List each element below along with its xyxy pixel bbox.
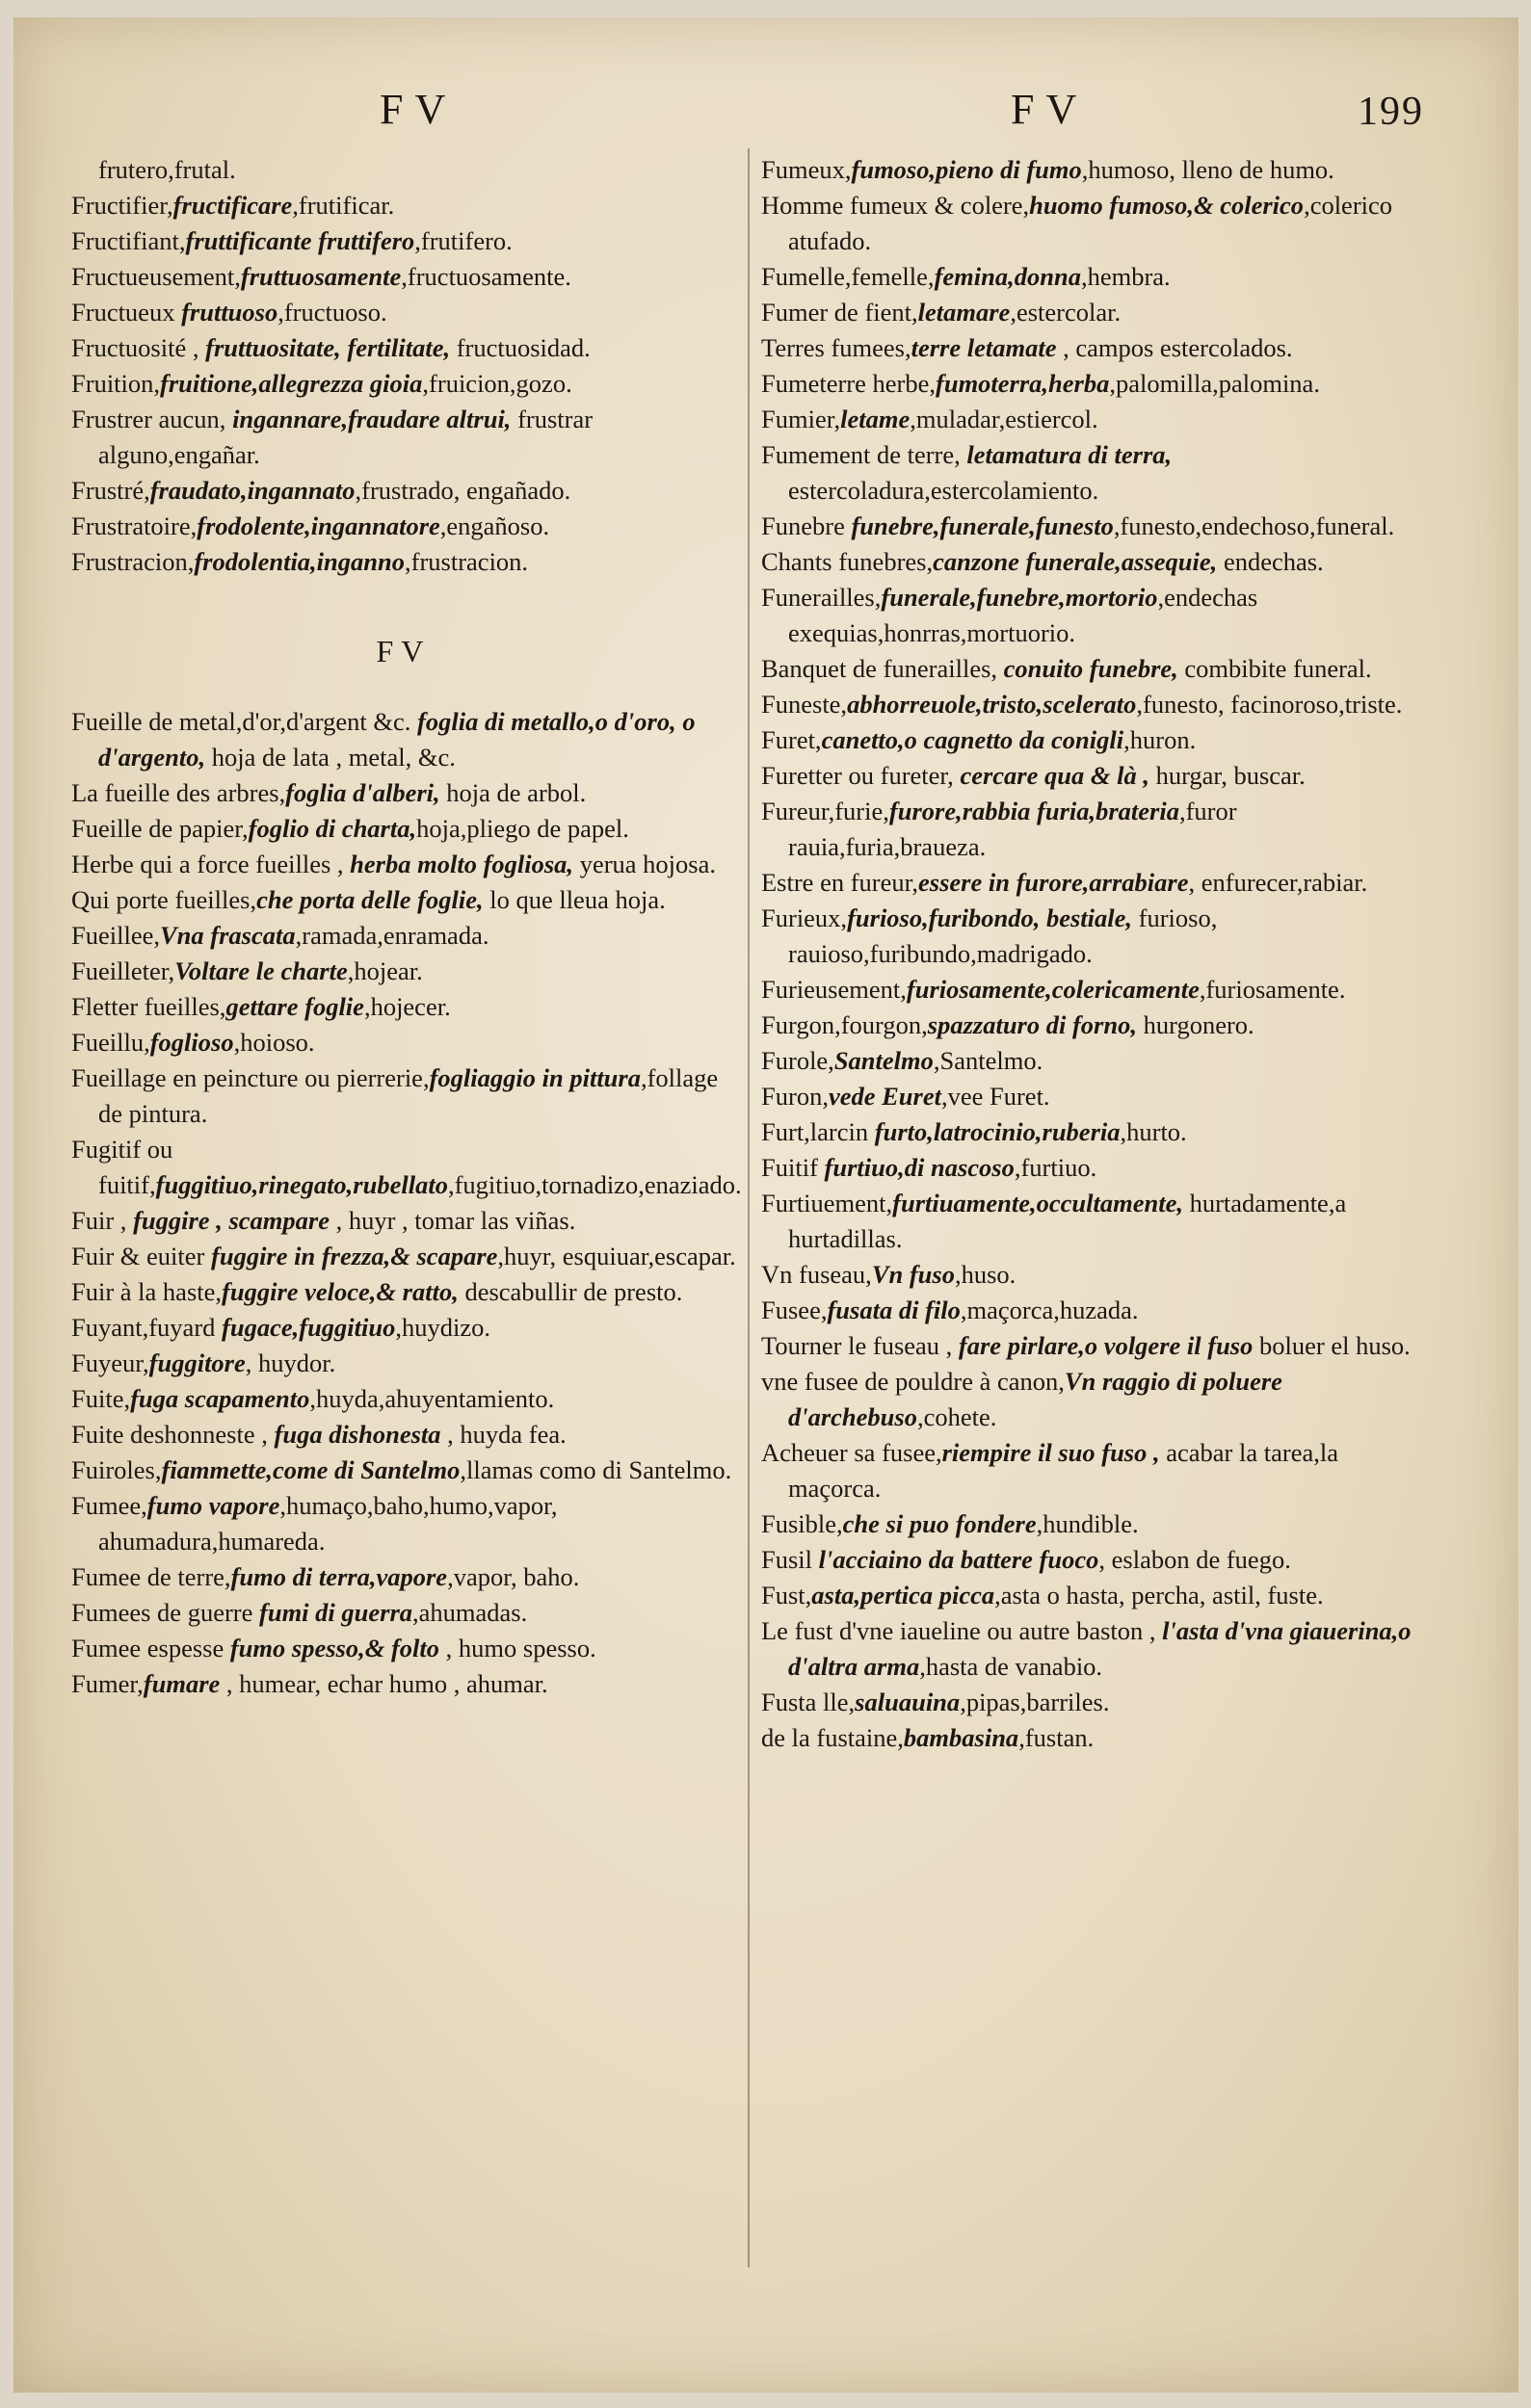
entry-spanish: lo que lleua hoja. — [483, 885, 666, 914]
entry-italian: funebre,funerale,funesto — [851, 511, 1114, 540]
entry-italian: fumoso,pieno di fumo — [851, 155, 1082, 184]
entry-spanish: ,cohete. — [917, 1402, 997, 1431]
entry-headword: Fumier, — [761, 405, 841, 433]
dictionary-entry — [71, 1310, 736, 1346]
continued-entry: frutero,frutal. — [98, 155, 236, 184]
entry-spanish: ,huyr, esquiuar,escapar. — [497, 1242, 736, 1270]
entry-spanish: hurtadamente,a hurtadillas. — [788, 1189, 1347, 1253]
entry-headword: de la fustaine, — [761, 1723, 904, 1752]
entry-headword: Furetter ou fureter, — [761, 761, 961, 790]
entry-spanish: ,hembra. — [1080, 262, 1171, 291]
entry-headword: Funeste, — [761, 690, 848, 719]
dictionary-entry — [71, 1381, 736, 1417]
entry-headword: Fructuosité , — [71, 333, 206, 362]
entry-italian: ingannare,fraudare altrui, — [232, 405, 512, 433]
entry-headword: Herbe qui a force fueilles , — [71, 850, 351, 878]
entry-italian: fruttuoso — [181, 298, 278, 327]
entry-italian: essere in furore,arrabiare — [918, 868, 1189, 897]
dictionary-entry — [71, 223, 736, 259]
dictionary-entry — [71, 1631, 736, 1666]
dictionary-entry — [71, 295, 736, 330]
entry-headword: Vn fuseau, — [761, 1260, 872, 1289]
entry-spanish: ,muladar,estiercol. — [910, 405, 1098, 433]
entry-italian: fruttuositate, fertilitate, — [205, 333, 451, 362]
dictionary-entry — [71, 366, 736, 402]
entry-headword: La fueille des arbres, — [71, 778, 286, 807]
entry-italian: Vn fuso — [871, 1260, 955, 1289]
entry-spanish: fructuosidad. — [450, 333, 591, 362]
entry-headword: Fusil — [761, 1545, 819, 1574]
entry-headword: Fructifiant, — [71, 226, 186, 255]
entry-spanish: descabullir de presto. — [458, 1277, 683, 1306]
entry-italian: foglioso — [149, 1028, 234, 1057]
dictionary-entry — [761, 402, 1426, 437]
entry-italian: letamare — [917, 298, 1011, 327]
dictionary-entry — [71, 1666, 736, 1702]
entry-headword: Fuiroles, — [71, 1455, 162, 1484]
entry-headword: Furole, — [761, 1046, 834, 1075]
entry-headword: vne fusee de pouldre à canon, — [761, 1367, 1065, 1396]
entry-italian: Voltare le charte — [174, 956, 348, 985]
entry-headword: Furieusement, — [761, 975, 907, 1004]
dictionary-entry — [761, 1150, 1426, 1186]
entry-italian: l'acciaino da battere fuoco — [818, 1545, 1099, 1574]
entry-italian: fusata di filo — [827, 1296, 961, 1324]
dictionary-entry — [761, 1364, 1426, 1435]
entry-headword: Fueillage en peincture ou pierrerie, — [71, 1063, 430, 1092]
entry-headword: Acheuer sa fusee, — [761, 1438, 942, 1467]
column-divider — [748, 148, 750, 2267]
entry-italian: conuito funebre, — [1003, 654, 1178, 683]
entry-headword: Fructifier, — [71, 191, 173, 220]
dictionary-entry — [761, 1043, 1426, 1079]
entry-spanish: ,hasta de vanabio. — [919, 1652, 1103, 1681]
dictionary-entry — [71, 402, 736, 473]
entry-spanish: ,fructuosamente. — [401, 262, 571, 291]
dictionary-entry — [71, 989, 736, 1025]
dictionary-entry — [761, 330, 1426, 366]
entry-headword: Frustracion, — [71, 547, 195, 576]
entry-headword: Fuyeur, — [71, 1348, 149, 1377]
dictionary-entry — [761, 1008, 1426, 1043]
entry-italian: fumare — [143, 1669, 221, 1698]
dictionary-entry — [71, 1060, 736, 1132]
entry-headword: Chants funebres, — [761, 547, 934, 576]
entry-italian: fare pirlare,o volgere il fuso — [958, 1331, 1254, 1360]
dictionary-entry — [761, 295, 1426, 330]
entry-headword: Fuir à la haste, — [71, 1277, 223, 1306]
entry-headword: Le fust d'vne iaueline ou autre baston , — [761, 1616, 1163, 1645]
entry-headword: Fueilleter, — [71, 956, 175, 985]
entry-spanish: ,frutifero. — [414, 226, 513, 255]
entry-italian: femina,donna — [934, 262, 1081, 291]
entry-spanish: frustrar alguno,engañar. — [98, 405, 594, 469]
dictionary-entry — [71, 1488, 736, 1559]
entry-italian: fruitione,allegrezza gioia — [160, 369, 423, 398]
entry-headword: Fusee, — [761, 1296, 828, 1324]
entry-italian: foglio di charta, — [248, 814, 417, 843]
dictionary-entry — [71, 1203, 736, 1239]
dictionary-entry — [71, 1453, 736, 1488]
book-page — [13, 17, 1518, 2393]
entry-spanish: ,llamas como di Santelmo. — [460, 1455, 732, 1484]
dictionary-entry — [71, 811, 736, 847]
dictionary-entry — [761, 544, 1426, 580]
entry-italian: fuggitiuo,rinegato,rubellato — [155, 1170, 448, 1199]
entry-italian: fumoterra,herba — [936, 369, 1110, 398]
dictionary-entry — [761, 509, 1426, 544]
entry-italian: asta,pertica picca — [811, 1581, 995, 1610]
entry-italian: Vn raggio di poluere d'archebuso — [788, 1367, 1282, 1431]
dictionary-entry — [761, 1720, 1426, 1756]
entry-italian: fumi di guerra — [259, 1598, 413, 1627]
entry-list-right — [761, 152, 1426, 1756]
entry-spanish: , eslabon de fuego. — [1098, 1545, 1291, 1574]
entry-spanish: ,engañoso. — [439, 511, 550, 540]
dictionary-entry — [71, 1239, 736, 1274]
entry-spanish: endechas. — [1217, 547, 1324, 576]
entry-spanish: ,hojecer. — [363, 992, 451, 1021]
entry-headword: Fumeterre herbe, — [761, 369, 936, 398]
entry-headword: Fumer, — [71, 1669, 144, 1698]
entry-headword: Furon, — [761, 1082, 829, 1111]
entry-italian: saluauina — [855, 1688, 961, 1716]
dictionary-entry — [761, 1542, 1426, 1578]
section-heading: FV — [376, 634, 432, 668]
entry-spanish: ,fugitiuo,tornadizo,enaziado. — [447, 1170, 742, 1199]
entry-headword: Homme fumeux & colere, — [761, 191, 1030, 220]
entry-spanish: , huydor. — [245, 1348, 336, 1377]
entry-spanish: ,follage de pintura. — [98, 1063, 719, 1128]
entry-headword: Furieux, — [761, 903, 848, 932]
dictionary-entry — [761, 1613, 1426, 1685]
entry-spanish: ,maçorca,huzada. — [960, 1296, 1139, 1324]
entry-headword: Fletter fueilles, — [71, 992, 226, 1021]
dictionary-entry — [71, 1559, 736, 1595]
entry-spanish: boluer el huso. — [1253, 1331, 1411, 1360]
entry-italian: fuga dishonesta — [274, 1420, 441, 1449]
dictionary-entry — [71, 544, 736, 580]
entry-headword: Furt,larcin — [761, 1117, 875, 1146]
entry-headword: Fuite deshonneste , — [71, 1420, 275, 1449]
entry-list-b — [71, 704, 742, 1702]
entry-spanish: hoja de lata , metal, &c. — [205, 743, 456, 772]
entry-headword: Fuir , — [71, 1206, 134, 1235]
dictionary-entry — [71, 918, 736, 954]
entry-spanish: , campos estercolados. — [1056, 333, 1293, 362]
entry-headword: Fumee de terre, — [71, 1562, 231, 1591]
entry-headword: Fumement de terre, — [761, 440, 967, 469]
entry-spanish: ,hojear. — [347, 956, 423, 985]
dictionary-entry — [761, 580, 1426, 651]
entry-headword: Fruition, — [71, 369, 161, 398]
entry-spanish: ,funesto, facinoroso,triste. — [1136, 690, 1403, 719]
entry-spanish: ,huso. — [954, 1260, 1016, 1289]
entry-italian: furto,latrocinio,ruberia — [874, 1117, 1121, 1146]
entry-spanish: ,pipas,barriles. — [960, 1688, 1110, 1716]
entry-italian: furioso,furibondo, bestiale, — [847, 903, 1133, 932]
entry-spanish: ,frutificar. — [292, 191, 395, 220]
dictionary-entry — [71, 1346, 736, 1381]
entry-headword: Funebre — [761, 511, 852, 540]
entry-headword: Furtiuement, — [761, 1189, 893, 1217]
dictionary-entry — [71, 882, 736, 918]
entry-spanish: ,hoioso. — [233, 1028, 315, 1057]
dictionary-entry — [761, 1186, 1426, 1257]
entry-spanish: acabar la tarea,la maçorca. — [788, 1438, 1338, 1503]
entry-spanish: ,humoso, lleno de humo. — [1081, 155, 1334, 184]
entry-headword: Fueille de metal,d'or,d'argent &c. — [71, 707, 418, 736]
entry-spanish: hoja,pliego de papel. — [416, 814, 629, 843]
entry-headword: Estre en fureur, — [761, 868, 919, 897]
entry-italian: fructificare — [172, 191, 293, 220]
entry-italian: canzone funerale,assequie, — [933, 547, 1218, 576]
entry-spanish: , humo spesso. — [439, 1634, 596, 1662]
entry-headword: Fusible, — [761, 1509, 843, 1538]
entry-headword: Banquet de funerailles, — [761, 654, 1004, 683]
dictionary-entry — [71, 330, 736, 366]
entry-headword: Frustrer aucun, — [71, 405, 233, 433]
entry-spanish: ,furiosamente. — [1199, 975, 1346, 1004]
dictionary-entry — [761, 152, 1426, 188]
entry-headword: Fueillee, — [71, 921, 160, 950]
entry-headword: Fureur,furie, — [761, 797, 889, 825]
dictionary-entry — [71, 847, 736, 882]
dictionary-entry — [761, 1328, 1426, 1364]
entry-italian: foglia di metallo,o d'oro, o d'argento, — [98, 707, 696, 772]
entry-italian: fuga scapamento — [130, 1384, 310, 1413]
dictionary-entry — [71, 1274, 736, 1310]
entry-italian: Vna frascata — [160, 921, 296, 950]
entry-italian: fiammette,come di Santelmo — [161, 1455, 461, 1484]
entry-spanish: ,colerico atufado. — [788, 191, 1393, 255]
entry-italian: gettare foglie — [225, 992, 364, 1021]
dictionary-entry — [761, 1079, 1426, 1114]
entry-headword: Fructueusement, — [71, 262, 241, 291]
entry-spanish: ,furtiuo. — [1014, 1153, 1097, 1182]
dictionary-entry — [71, 509, 736, 544]
entry-headword: Fumees de guerre — [71, 1598, 259, 1627]
entry-spanish: ,fustan. — [1018, 1723, 1095, 1752]
dictionary-entry — [761, 366, 1426, 402]
dictionary-entry — [761, 1257, 1426, 1293]
entry-italian: furtiuo,di nascoso — [824, 1153, 1015, 1182]
entry-spanish: ,fruicion,gozo. — [422, 369, 572, 398]
entry-spanish: furioso, rauioso,furibundo,madrigado. — [788, 903, 1218, 968]
entry-spanish: ,ahumadas. — [412, 1598, 528, 1627]
entry-headword: Terres fumees, — [761, 333, 911, 362]
entry-headword: Fumee, — [71, 1491, 147, 1520]
dictionary-entry — [71, 1025, 736, 1060]
dictionary-entry — [761, 188, 1426, 259]
entry-spanish: ,furor rauia,furia,braueza. — [788, 797, 1237, 861]
entry-spanish: , huyda fea. — [440, 1420, 567, 1449]
entry-spanish: ,humaço,baho,humo,vapor, ahumadura,humareda. — [98, 1491, 558, 1556]
entry-spanish: ,vapor, baho. — [447, 1562, 580, 1591]
entry-headword: Qui porte fueilles, — [71, 885, 257, 914]
entry-italian: herba molto fogliosa, — [350, 850, 574, 878]
entry-spanish: ,hundible. — [1036, 1509, 1139, 1538]
dictionary-entry — [71, 954, 736, 989]
entry-spanish: ,endechas exequias,honrras,mortuorio. — [788, 583, 1258, 647]
dictionary-entry — [761, 794, 1426, 865]
dictionary-entry — [761, 722, 1426, 758]
entry-headword: Funerailles, — [761, 583, 882, 612]
entry-headword: Fugitif ou fuitif, — [71, 1135, 173, 1199]
entry-spanish: estercoladura,estercolamiento. — [788, 476, 1099, 505]
entry-italian: fuggire in frezza,& scapare — [211, 1242, 498, 1270]
entry-italian: fuggire , scampare — [133, 1206, 330, 1235]
entry-headword: Fuir & euiter — [71, 1242, 211, 1270]
entry-spanish: ,frustracion. — [405, 547, 529, 576]
entry-headword: Fumelle,femelle, — [761, 262, 935, 291]
entry-italian: letamatura di terra, — [966, 440, 1173, 469]
entry-headword: Fuitif — [761, 1153, 825, 1182]
dictionary-entry — [761, 1435, 1426, 1506]
entry-italian: Santelmo — [833, 1046, 934, 1075]
dictionary-entry — [761, 865, 1426, 901]
entry-italian: furiosamente,colericamente — [906, 975, 1200, 1004]
dictionary-entry — [71, 775, 736, 811]
entry-italian: fogliaggio in pittura — [429, 1063, 641, 1092]
entry-italian: bambasina — [903, 1723, 1019, 1752]
entry-italian: furtiuamente,occultamente, — [892, 1189, 1183, 1217]
entry-headword: Fusta lle, — [761, 1688, 856, 1716]
entry-italian: fugace,fuggitiuo — [222, 1313, 396, 1342]
entry-spanish: ,Santelmo. — [933, 1046, 1043, 1075]
dictionary-entry — [71, 1132, 742, 1203]
entry-italian: fuggitore — [148, 1348, 246, 1377]
running-head-right: FV — [1011, 86, 1089, 133]
entry-headword: Frustré, — [71, 476, 150, 505]
dictionary-entry — [761, 1685, 1426, 1720]
entry-italian: frodolentia,inganno — [194, 547, 406, 576]
entry-italian: che si puo fondere — [842, 1509, 1037, 1538]
entry-headword: Fumer de fient, — [761, 298, 918, 327]
entry-spanish: ,estercolar. — [1010, 298, 1122, 327]
entry-headword: Fueillu, — [71, 1028, 150, 1057]
left-column — [71, 152, 742, 1702]
entry-italian: fruttificante fruttifero — [185, 226, 415, 255]
dictionary-entry — [761, 1506, 1426, 1542]
entry-headword: Tourner le fuseau , — [761, 1331, 959, 1360]
entry-spanish: , huyr , tomar las viñas. — [329, 1206, 576, 1235]
page-number: 199 — [1358, 90, 1424, 134]
entry-italian: terre letamate — [911, 333, 1057, 362]
dictionary-entry — [761, 437, 1426, 509]
entry-list-a — [71, 188, 736, 580]
dictionary-entry — [71, 704, 736, 775]
entry-spanish: hoja de arbol. — [439, 778, 587, 807]
entry-italian: huomo fumoso,& colerico — [1029, 191, 1305, 220]
entry-italian: fuggire veloce,& ratto, — [222, 1277, 459, 1306]
dictionary-entry — [71, 188, 736, 223]
entry-spanish: , enfurecer,rabiar. — [1188, 868, 1368, 897]
entry-spanish: , humear, echar humo , ahumar. — [220, 1669, 548, 1698]
entry-italian: che porta delle foglie, — [256, 885, 484, 914]
entry-headword: Frustratoire, — [71, 511, 198, 540]
dictionary-entry — [761, 1578, 1426, 1613]
entry-italian: vede Euret — [828, 1082, 941, 1111]
entry-italian: spazzaturo di forno, — [927, 1010, 1137, 1039]
entry-italian: abhorreuole,tristo,scelerato — [847, 690, 1137, 719]
entry-headword: Furet, — [761, 725, 822, 754]
entry-spanish: ,vee Furet. — [940, 1082, 1050, 1111]
entry-spanish: ,palomilla,palomina. — [1109, 369, 1320, 398]
dictionary-entry — [71, 473, 736, 509]
entry-italian: funerale,funebre,mortorio — [881, 583, 1158, 612]
entry-spanish: ,asta o hasta, percha, astil, fuste. — [994, 1581, 1324, 1610]
dictionary-entry — [761, 651, 1426, 687]
entry-headword: Furgon,fourgon, — [761, 1010, 928, 1039]
entry-headword: Fuyant,fuyard — [71, 1313, 223, 1342]
entry-italian: foglia d'alberi, — [285, 778, 440, 807]
dictionary-entry — [71, 1417, 736, 1453]
entry-italian: riempire il suo fuso , — [941, 1438, 1160, 1467]
entry-italian: fraudato,ingannato — [149, 476, 356, 505]
entry-spanish: ,hurto. — [1120, 1117, 1187, 1146]
entry-italian: letame — [840, 405, 911, 433]
dictionary-entry — [761, 901, 1426, 972]
entry-headword: Fust, — [761, 1581, 812, 1610]
dictionary-entry — [71, 1595, 736, 1631]
entry-headword: Fructueux — [71, 298, 182, 327]
entry-spanish: ,funesto,endechoso,funeral. — [1113, 511, 1395, 540]
entry-italian: frodolente,ingannatore — [197, 511, 440, 540]
entry-spanish: combibite funeral. — [1177, 654, 1372, 683]
entry-italian: fruttuosamente — [240, 262, 402, 291]
entry-italian: fumo di terra,vapore — [230, 1562, 448, 1591]
right-column — [761, 152, 1426, 1756]
dictionary-entry — [761, 259, 1426, 295]
entry-spanish: hurgar, buscar. — [1148, 761, 1306, 790]
dictionary-entry — [71, 259, 736, 295]
entry-italian: canetto,o cagnetto da conigli — [821, 725, 1124, 754]
entry-spanish: yerua hojosa. — [573, 850, 716, 878]
dictionary-entry — [761, 1293, 1426, 1328]
entry-spanish: ,huydizo. — [395, 1313, 491, 1342]
entry-italian: l'asta d'vna giauerina,o d'altra arma — [788, 1616, 1412, 1681]
entry-headword: Fueille de papier, — [71, 814, 249, 843]
entry-italian: cercare qua & là , — [960, 761, 1149, 790]
running-head-left: FV — [380, 86, 458, 133]
entry-spanish: hurgonero. — [1136, 1010, 1254, 1039]
entry-spanish: ,huron. — [1123, 725, 1197, 754]
entry-spanish: ,ramada,enramada. — [295, 921, 489, 950]
dictionary-entry — [761, 972, 1426, 1008]
entry-headword: Fumee espesse — [71, 1634, 230, 1662]
entry-spanish: ,fructuoso. — [277, 298, 387, 327]
dictionary-entry — [761, 687, 1426, 722]
entry-spanish: ,huyda,ahuyentamiento. — [309, 1384, 555, 1413]
entry-italian: furore,rabbia furia,brateria — [888, 797, 1179, 825]
entry-headword: Fuite, — [71, 1384, 131, 1413]
entry-italian: fumo spesso,& folto — [229, 1634, 440, 1662]
entry-headword: Fumeux, — [761, 155, 852, 184]
entry-spanish: ,frustrado, engañado. — [355, 476, 571, 505]
dictionary-entry — [761, 758, 1426, 794]
dictionary-entry — [761, 1114, 1426, 1150]
entry-italian: fumo vapore — [146, 1491, 280, 1520]
